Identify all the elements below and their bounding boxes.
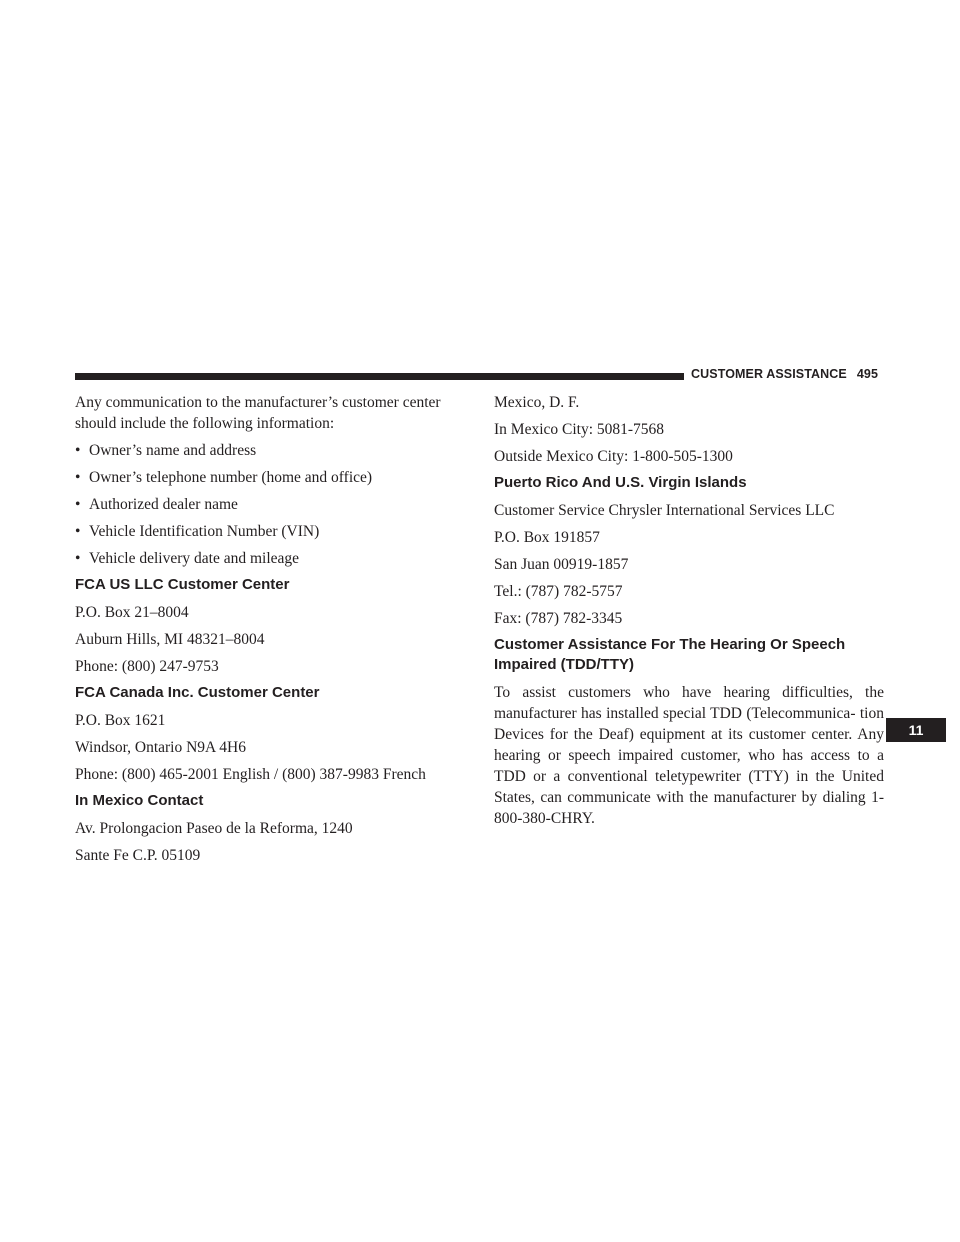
left-column (75, 392, 465, 872)
pr-pobox: P.O. Box 191857 (494, 529, 600, 546)
list-item: • Owner’s name and address (75, 442, 257, 459)
puerto-rico-heading: Puerto Rico And U.S. Virgin Islands (494, 474, 747, 491)
outside-mexico-phone: Outside Mexico City: 1-800-505-1300 (494, 448, 733, 465)
running-header (691, 367, 878, 381)
page-number: 495 (856, 367, 879, 381)
list-item: • Vehicle Identification Number (VIN) (75, 523, 320, 540)
pr-tel: Tel.: (787) 782-5757 (494, 583, 623, 600)
fca-canada-phone: Phone: (800) 465-2001 English / (800) 387-9983 French (75, 766, 426, 783)
tdd-heading (494, 635, 884, 675)
tdd-heading-line1: Customer Assistance For The Hearing Or Speech (494, 636, 846, 653)
bullet-icon: • (75, 523, 81, 540)
fca-canada-heading: FCA Canada Inc. Customer Center (75, 684, 320, 701)
mexico-df: Mexico, D. F. (494, 394, 580, 411)
list-item: • Authorized dealer name (75, 496, 238, 513)
fca-us-phone: Phone: (800) 247-9753 (75, 658, 219, 675)
tdd-paragraph: To assist customers who have hearing difficulties, the manufacturer has installed special TDD (Telecommunica- tion Devices for the Deaf) equipment at its customer center. Any hearing or speech impaired customer, who has access to a TDD or a conventional teletypewriter (TTY) in the United States, can communicate with the manufacturer by dialing 1-800-380-CHRY. (494, 684, 884, 827)
fca-us-pobox: P.O. Box 21–8004 (75, 604, 189, 621)
info-bullet-list (75, 440, 465, 569)
section-title: CUSTOMER ASSISTANCE (691, 367, 847, 381)
right-column (494, 392, 884, 835)
pr-city: San Juan 00919-1857 (494, 556, 629, 573)
pr-fax: Fax: (787) 782-3345 (494, 610, 623, 627)
header-rule (75, 373, 684, 380)
bullet-icon: • (75, 469, 81, 486)
mexico-city-phone: In Mexico City: 5081-7568 (494, 421, 665, 438)
bullet-icon: • (75, 550, 81, 567)
list-item: • Vehicle delivery date and mileage (75, 550, 300, 567)
mexico-address: Av. Prolongacion Paseo de la Reforma, 1240 (75, 820, 353, 837)
fca-canada-pobox: P.O. Box 1621 (75, 712, 166, 729)
fca-us-city: Auburn Hills, MI 48321–8004 (75, 631, 265, 648)
tdd-heading-line2: Impaired (TDD/TTY) (494, 656, 635, 673)
mexico-postal: Sante Fe C.P. 05109 (75, 847, 201, 864)
chapter-tab: 11 (886, 718, 946, 742)
mexico-heading: In Mexico Contact (75, 792, 204, 809)
bullet-icon: • (75, 496, 81, 513)
fca-canada-city: Windsor, Ontario N9A 4H6 (75, 739, 246, 756)
intro-paragraph: Any communication to the manufacturer’s customer center should include the following information: (75, 394, 441, 432)
list-item: • Owner’s telephone number (home and office) (75, 469, 373, 486)
bullet-icon: • (75, 442, 81, 459)
fca-us-heading: FCA US LLC Customer Center (75, 576, 290, 593)
pr-company: Customer Service Chrysler International Services LLC (494, 502, 835, 519)
